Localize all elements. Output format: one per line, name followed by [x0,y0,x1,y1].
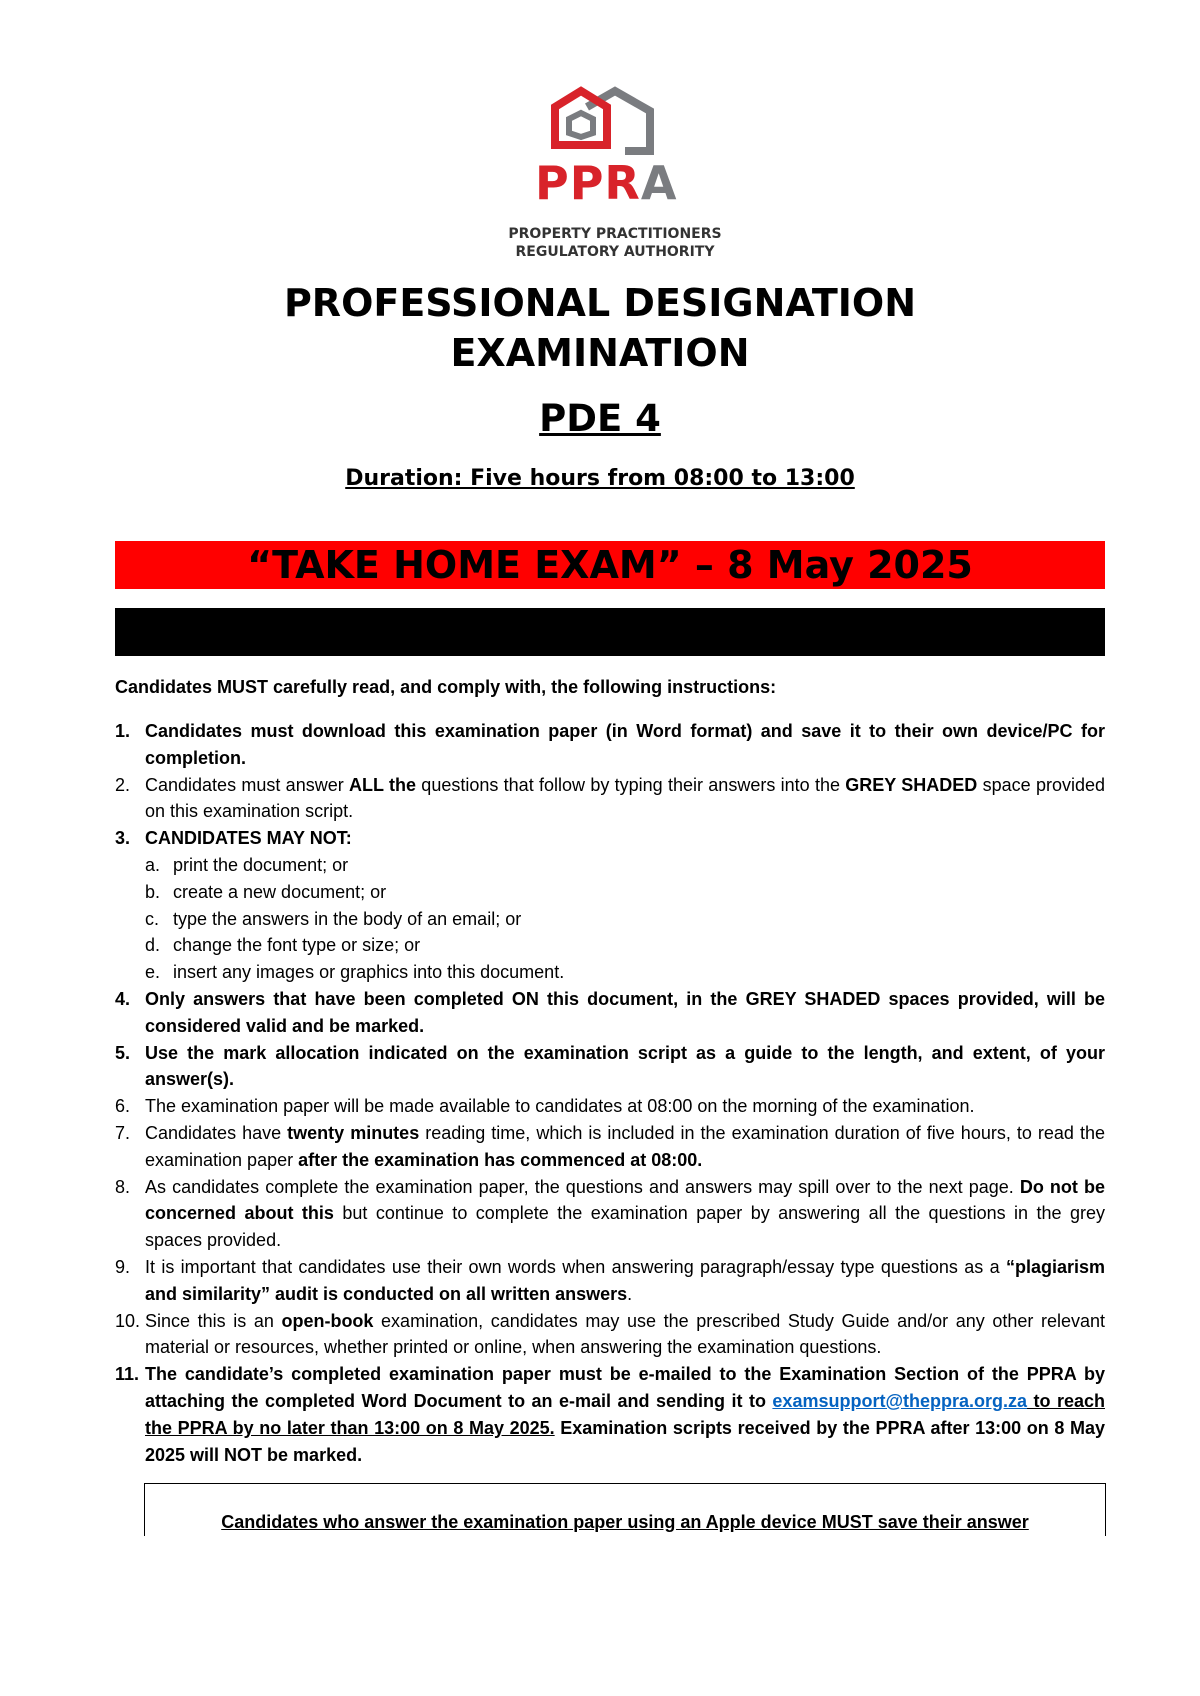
list-item [115,1093,1105,1120]
title-line2: EXAMINATION [450,331,750,375]
item-text: examination, candidates may use the prescribed Study Guide and/or any other relevant material or resources, whether printed or online, when answering the examination questions. [145,1310,1105,1358]
item-text: It is important that candidates use their own words when answering paragraph/essay type questions as a [145,1256,1006,1277]
sub-item-text: create a new document; or [173,881,387,902]
item-text: questions that follow by typing their answers into the [416,774,846,795]
item-text: CANDIDATES MAY NOT: [145,828,352,849]
item-bold-text: GREY SHADED [845,774,978,795]
apple-device-notice: Candidates who answer the examination paper using an Apple device MUST save their answer [221,1512,1029,1532]
sub-list-item [115,879,1105,906]
item-bold-text: “plagiarism and similarity” audit is conducted on all written answers [145,1256,1105,1304]
logo-subtitle-line2: REGULATORY AUTHORITY [515,244,715,260]
item-text: Use the mark allocation indicated on the examination script as a guide to the length, and extent, of your answer(s). [145,1042,1105,1090]
list-item [115,1361,1105,1468]
sub-list-item [115,852,1105,879]
item-text: reading time, which is included in the examination duration of five hours, to read the examination paper [145,1122,1105,1170]
sub-item-letter: e. [145,962,161,983]
item-text: Candidates have [145,1122,288,1143]
take-home-banner: “TAKE HOME EXAM” – 8 May 2025 [115,541,1105,589]
apple-device-notice-box [144,1483,1106,1536]
item-text: Candidates must download this examination paper (in Word format) and save it to their own device/PC for completion. [145,721,1105,768]
list-item [115,986,1105,1040]
sub-list-item [115,959,1105,986]
item-number: 11. [115,1364,140,1385]
item-bold-text: after the examination has commenced at 08:00. [298,1149,703,1170]
instructions-list [115,718,1105,1468]
item-number: 5. [115,1042,131,1063]
item-number: 7. [115,1122,131,1143]
item-number: 10. [115,1310,141,1331]
item-number: 3. [115,828,131,849]
item-text: Examination scripts received by the PPRA after 13:00 on 8 May 2025 will NOT be marked. [145,1417,1105,1465]
sub-item-letter: d. [145,935,161,956]
list-item [115,1254,1105,1308]
item-text: The candidate’s completed examination paper must be e-mailed to the Examination Section of the PPRA by attaching the completed Word Document to an e-mail and sending it to [145,1364,1105,1411]
logo-subtitle-line1: PROPERTY PRACTITIONERS [508,226,722,242]
list-item [115,1040,1105,1094]
black-divider-bar [115,608,1105,656]
logo-word-red: PPR [535,156,641,210]
sub-item-text: insert any images or graphics into this document. [173,962,565,983]
list-item [115,718,1105,772]
item-text: Only answers that have been completed ON this document, in the GREY SHADED spaces provided, will be considered valid and be marked. [145,988,1105,1036]
sub-list-item [115,906,1105,933]
item-text: Candidates must answer [145,774,350,795]
instructions-intro: Candidates MUST carefully read, and comply with, the following instructions: [115,677,777,697]
item-bold-text: twenty minutes [287,1122,420,1143]
item-text: The examination paper will be made available to candidates at 08:00 on the morning of the examination. [145,1096,975,1117]
item-bold-text: Do not be concerned about this [145,1176,1105,1224]
sub-list-item [115,932,1105,959]
item-bold-text: ALL the [349,774,416,795]
list-item [115,772,1105,826]
exam-duration: Duration: Five hours from 08:00 to 13:00 [345,466,855,491]
logo-wordmark [535,156,678,210]
item-number: 8. [115,1176,131,1197]
list-item [115,1308,1105,1362]
title-line1: PROFESSIONAL DESIGNATION [283,281,917,325]
item-number: 1. [115,721,131,741]
sub-item-text: change the font type or size; or [173,935,421,956]
list-item [115,1174,1105,1254]
sub-item-text: print the document; or [173,854,349,875]
item-text: . [627,1283,633,1304]
item-number: 9. [115,1256,131,1277]
logo-word-grey: A [640,156,678,210]
item-text: space provided on this examination script. [145,774,1106,822]
item-text: Since this is an [145,1310,282,1331]
item-number: 6. [115,1096,131,1117]
page-title [150,278,1050,378]
item-number: 2. [115,774,131,795]
item-text: but continue to complete the examination paper by answering all the questions in the grey spaces provided. [145,1203,1105,1251]
list-item [115,1120,1105,1174]
list-item [115,825,1105,852]
sub-item-letter: c. [145,908,160,929]
item-text: As candidates complete the examination paper, the questions and answers may spill over to the next page. [145,1176,1020,1197]
item-underlined-text: to reach the PPRA by no later than 13:00 on 8 May 2025. [145,1390,1105,1438]
exam-code: PDE 4 [539,397,661,440]
email-link[interactable]: examsupport@theppra.org.za [772,1390,1028,1411]
item-bold-text: open-book [281,1310,374,1331]
logo-subtitle [495,225,735,261]
sub-item-text: type the answers in the body of an email; or [173,908,522,929]
sub-item-letter: b. [145,881,161,902]
house-logo-icon [545,85,665,155]
item-number: 4. [115,988,131,1009]
ppra-logo [495,85,735,265]
sub-item-letter: a. [145,854,161,875]
